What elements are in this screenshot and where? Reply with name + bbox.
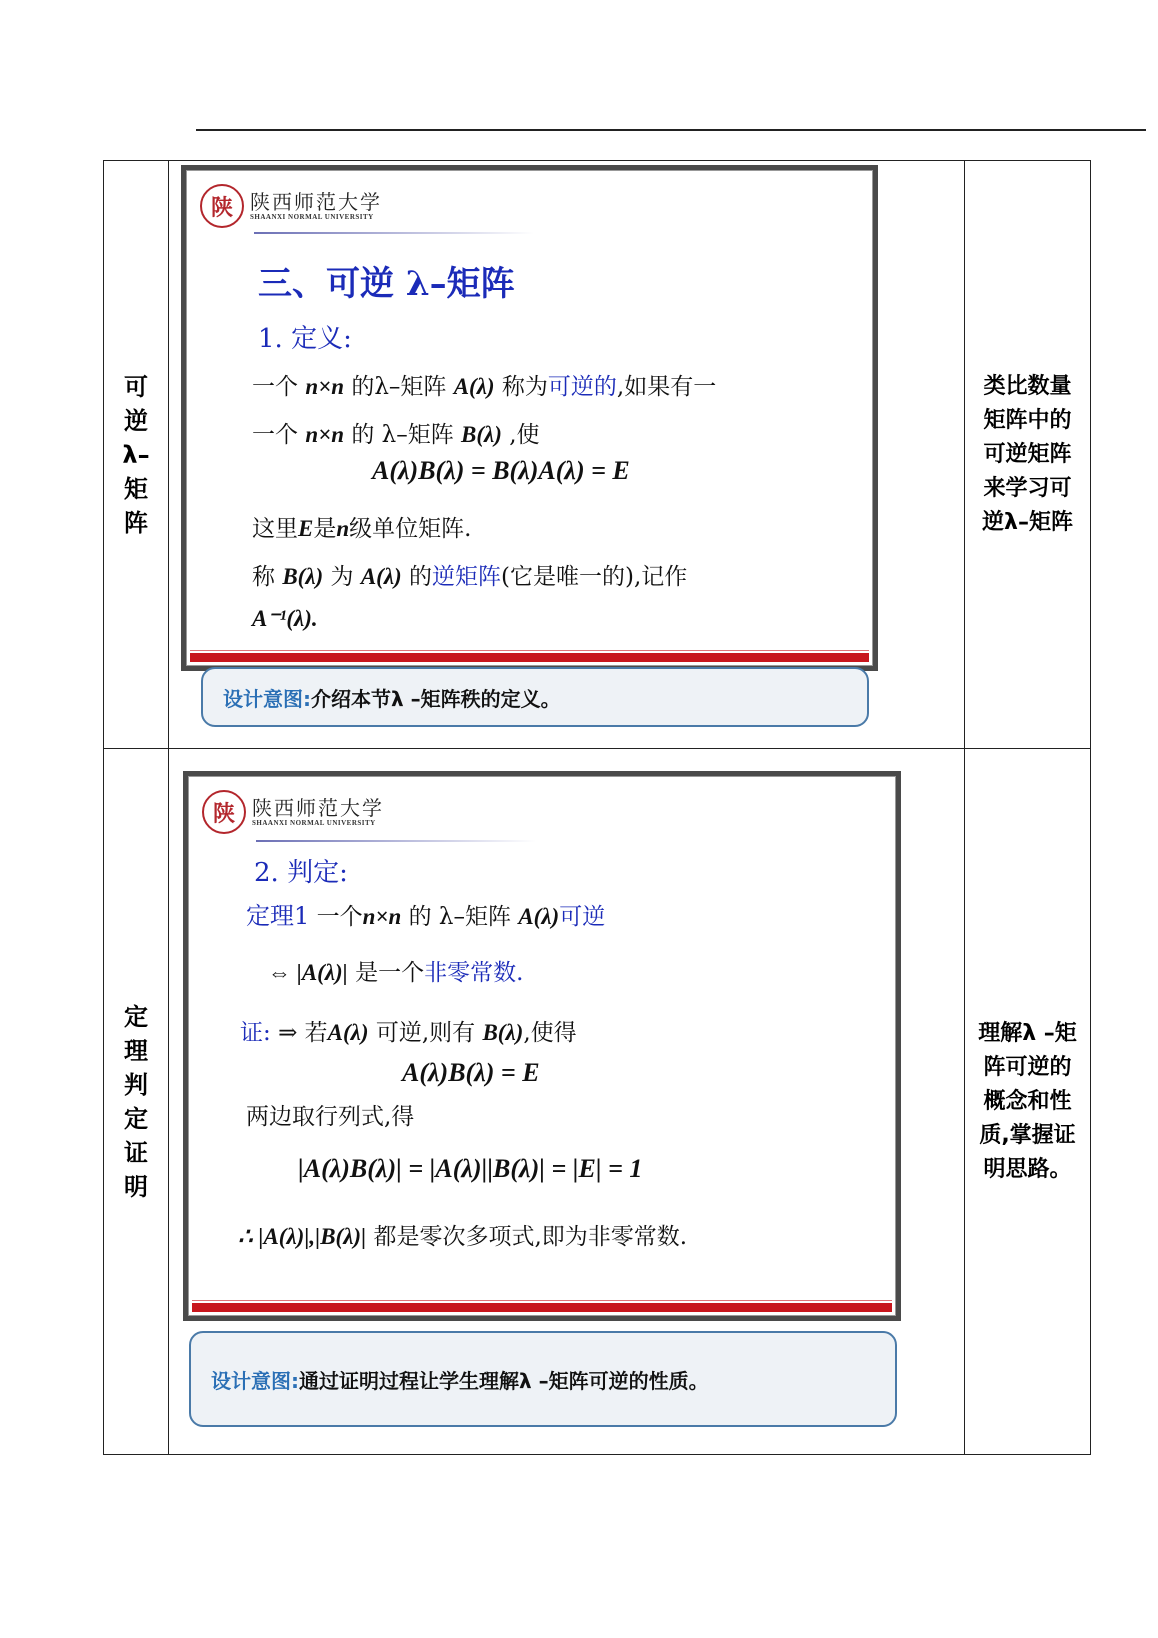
university-logo: [202, 790, 384, 834]
definition-equation: A(λ)B(λ) = B(λ)A(λ) = E: [372, 456, 630, 485]
university-logo: [200, 184, 382, 228]
proof-equation-1: A(λ)B(λ) = E: [402, 1058, 540, 1087]
topic-label: 可逆λ–矩阵: [122, 372, 150, 537]
logo-english-name: SHAANXI NORMAL UNIVERSITY: [252, 819, 376, 827]
slide-subtitle: 2. 判定:: [254, 858, 348, 888]
table-row: [104, 161, 1091, 749]
slide-footer-bar: [190, 653, 869, 662]
slide-title: 三、可逆 λ–矩阵: [258, 264, 515, 304]
slide: [181, 165, 878, 671]
slide-cell: [169, 749, 965, 1455]
slide-subtitle: 1. 定义:: [258, 324, 352, 354]
design-intent-label: 设计意图:: [223, 686, 311, 711]
definition-line-3: 这里E是n级单位矩阵.: [252, 516, 472, 542]
topic-cell: [104, 749, 169, 1455]
slide: [183, 771, 901, 1321]
topic-cell: [104, 161, 169, 749]
teaching-note: 类比数量矩阵中的可逆矩阵来学习可逆λ–矩阵: [982, 373, 1073, 535]
proof-conclusion: ∴ |A(λ)|,|B(λ)| 都是零次多项式,即为非零常数.: [238, 1224, 688, 1250]
teaching-note: 理解λ –矩阵可逆的概念和性质,掌握证明思路。: [978, 1020, 1077, 1182]
slide-cell: [169, 161, 965, 749]
seal-icon: 陕: [202, 790, 246, 834]
logo-underline: [254, 232, 534, 234]
design-intent-text: 通过证明过程让学生理解λ –矩阵可逆的性质。: [299, 1368, 709, 1393]
logo-chinese-name: 陕西师范大学: [250, 190, 382, 214]
lesson-plan-table: [103, 160, 1091, 1455]
slide-footer-line: [190, 650, 869, 651]
design-intent-box: [201, 667, 869, 727]
proof-line-2: 两边取行列式,得: [246, 1104, 415, 1130]
design-intent-label: 设计意图:: [211, 1368, 299, 1393]
definition-line-5: A⁻¹(λ).: [252, 606, 318, 631]
definition-line-1: 一个 n×n 的λ–矩阵 A(λ) 称为可逆的,如果有一: [252, 374, 717, 400]
design-intent-box: [189, 1331, 897, 1427]
logo-underline: [256, 840, 536, 842]
theorem-line: 定理1 一个n×n 的 λ–矩阵 A(λ)可逆: [246, 902, 606, 930]
seal-icon: 陕: [200, 184, 244, 228]
table-row: [104, 749, 1091, 1455]
definition-line-4: 称 B(λ) 为 A(λ) 的逆矩阵(它是唯一的),记作: [252, 564, 688, 590]
proof-line-1: 证: ⇒ 若A(λ) 可逆,则有 B(λ),使得: [240, 1020, 577, 1046]
design-intent-text: 介绍本节λ –矩阵秩的定义。: [311, 686, 561, 711]
definition-line-2: 一个 n×n 的 λ–矩阵 B(λ) ,使: [252, 422, 540, 448]
header-rule: [196, 129, 1146, 131]
slide-footer-bar: [192, 1303, 892, 1312]
slide-footer-line: [192, 1300, 892, 1301]
topic-label: 定理判定证明: [124, 1002, 148, 1201]
theorem-condition: ⇔ |A(λ)| 是一个非零常数.: [268, 960, 524, 986]
logo-chinese-name: 陕西师范大学: [252, 796, 384, 820]
note-cell: [965, 161, 1091, 749]
note-cell: [965, 749, 1091, 1455]
logo-english-name: SHAANXI NORMAL UNIVERSITY: [250, 213, 374, 221]
proof-equation-2: |A(λ)B(λ)| = |A(λ)||B(λ)| = |E| = 1: [298, 1154, 643, 1183]
